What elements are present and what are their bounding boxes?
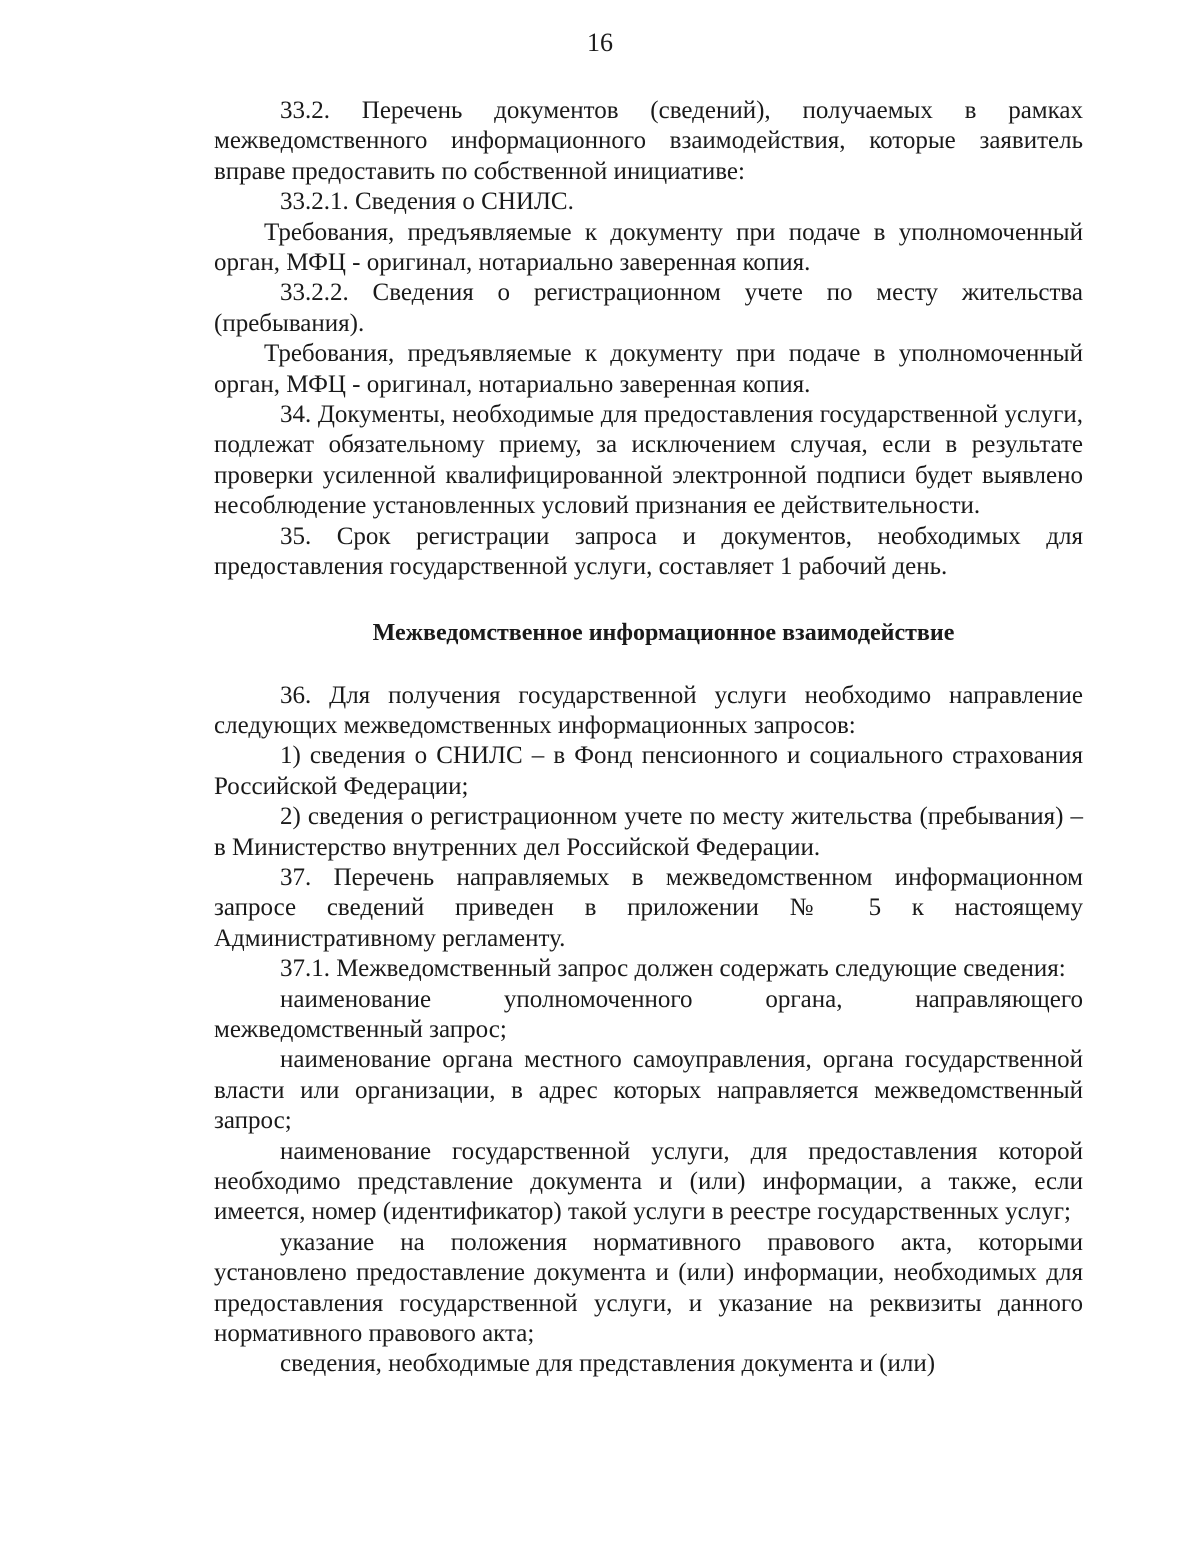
requirement-item-2: наименование органа местного самоуправления, органа государственной власти или организации, в адрес которых направляется межведомственный запрос; xyxy=(214,1046,1083,1135)
paragraph-35: 35. Срок регистрации запроса и документов, необходимых для предоставления государственной услуги, составляет 1 рабочий день. xyxy=(214,522,1083,581)
page-number: 16 xyxy=(587,28,613,57)
paragraph-34: 34. Документы, необходимые для предоставления государственной услуги, подлежат обязательному приему, за исключением случая, если в результате проверки усиленной квалифицированной электронной подписи будет выявлено несоблюдение установленных условий признания ее действительности. xyxy=(214,401,1083,520)
requirement-item-1: наименование уполномоченного органа, направляющего межведомственный запрос; xyxy=(214,985,1083,1043)
paragraph-33-2-2: 33.2.2. Сведения о регистрационном учете по месту жительства (пребывания). xyxy=(214,279,1083,337)
requirement-item-3: наименование государственной услуги, для предоставления которой необходимо представление документа и (или) информации, а также, если имеется, номер (идентификатор) такой услуги в реестре государственных услуг; xyxy=(214,1137,1083,1226)
paragraph-36: 36. Для получения государственной услуги необходимо направление следующих межведомственных информационных запросов: xyxy=(214,681,1083,739)
requirement-item-4: указание на положения нормативного правового акта, которыми установлено предоставление документа и (или) информации, необходимых для предоставления государственной услуги, и указание на реквизиты данного нормативного правового акта; xyxy=(214,1228,1083,1348)
section-heading: Межведомственное информационное взаимодействие xyxy=(372,619,955,646)
list-item-1: 1) сведения о СНИЛС – в Фонд пенсионного и социального страхования Российской Федерации; xyxy=(214,742,1083,800)
paragraph-33-2-1: 33.2.1. Сведения о СНИЛС. xyxy=(280,188,574,216)
paragraph-37: 37. Перечень направляемых в межведомственном информационном запросе сведений приведен в приложении № 5 к настоящему Административному регламенту. xyxy=(214,863,1083,952)
paragraph-37-1: 37.1. Межведомственный запрос должен содержать следующие сведения: xyxy=(280,955,1066,983)
list-item-2: 2) сведения о регистрационном учете по месту жительства (пребывания) – в Министерство внутренних дел Российской Федерации. xyxy=(214,803,1083,861)
paragraph-requirements-2: Требования, предъявляемые к документу при подаче в уполномоченный орган, МФЦ - оригинал, нотариально заверенная копия. xyxy=(214,340,1083,398)
paragraph-33-2: 33.2. Перечень документов (сведений), получаемых в рамках межведомственного информационного взаимодействия, которые заявитель вправе предоставить по собственной инициативе: xyxy=(214,97,1083,185)
paragraph-requirements-1: Требования, предъявляемые к документу при подаче в уполномоченный орган, МФЦ - оригинал, нотариально заверенная копия. xyxy=(214,218,1083,277)
requirement-item-5: сведения, необходимые для представления документа и (или) xyxy=(280,1350,936,1378)
document-body xyxy=(214,96,1083,1380)
